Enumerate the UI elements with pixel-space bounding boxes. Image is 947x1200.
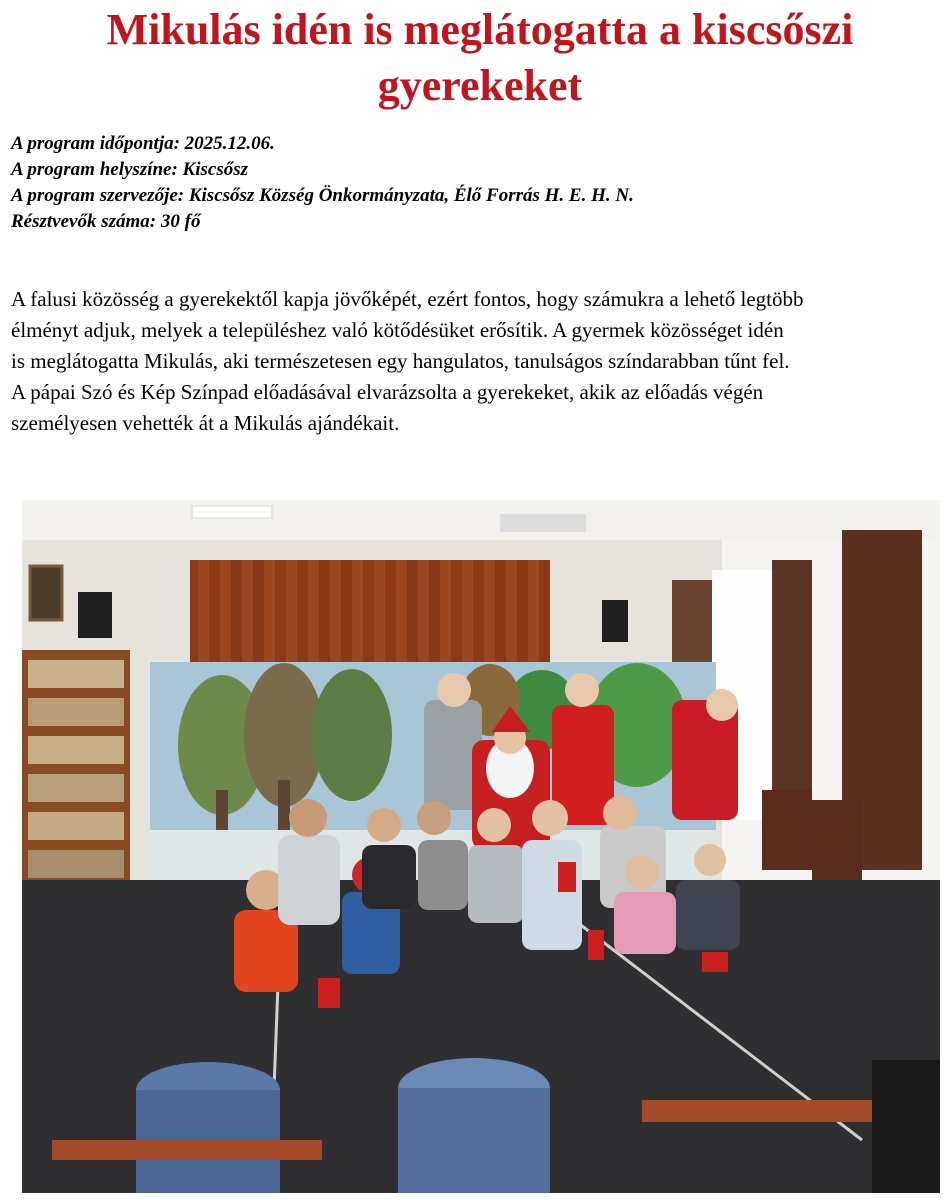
event-photo-illustration [22,500,940,1193]
article-title-line-1: Mikulás idén is meglátogatta a kiscsőszi [106,5,854,54]
program-location: A program helyszíne: Kiscsősz [11,159,249,180]
paragraph-line: személyesen vehették át a Mikulás ajándékait. [11,411,400,435]
program-date: A program időpontja: 2025.12.06. [11,133,275,154]
paragraph-line: élményt adjuk, melyek a településhez való kötődésüket erősítik. A gyermek közösséget idén [11,318,784,342]
program-meta [11,131,634,235]
paragraph-line: is meglátogatta Mikulás, aki természetesen egy hangulatos, tanulságos színdarabban tűnt fel. [11,349,790,373]
program-organizer: A program szervezője: Kiscsősz Község Önkormányzata, Élő Forrás H. E. H. N. [11,185,634,206]
article-paragraph [11,284,947,439]
program-participants: Résztvevők száma: 30 fő [11,211,201,232]
paragraph-line: A falusi közösség a gyerekektől kapja jövőképét, ezért fontos, hogy számukra a lehető legtöbb [11,287,804,311]
article-title [0,2,947,114]
paragraph-line: A pápai Szó és Kép Színpad előadásával elvarázsolta a gyerekeket, akik az előadás végén [11,380,764,404]
article-title-line-2: gyerekeket [377,61,583,110]
event-photo [22,500,940,1193]
